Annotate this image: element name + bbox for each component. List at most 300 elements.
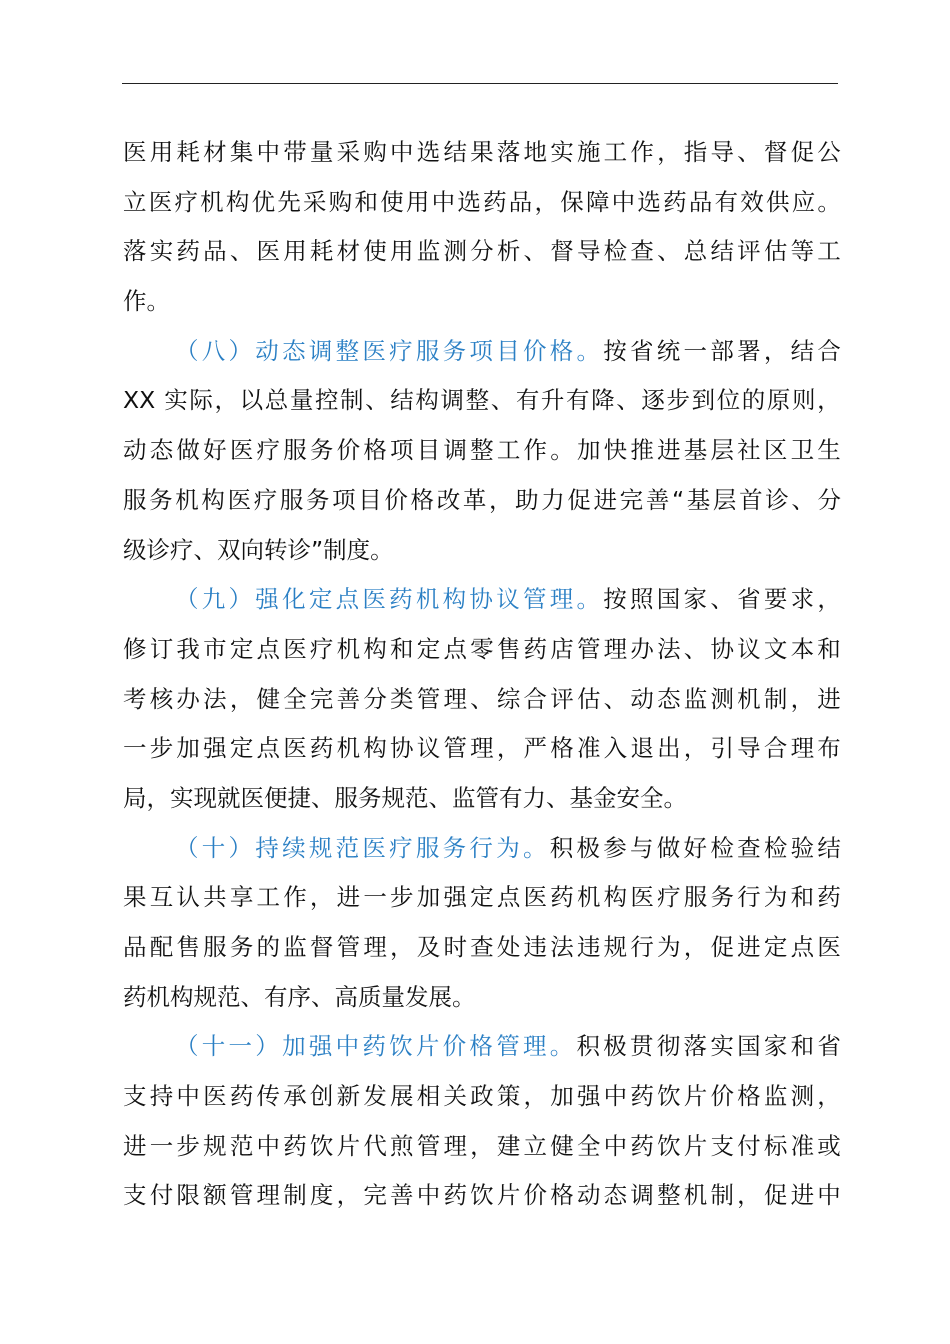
- line-char: 好: [203, 436, 227, 465]
- line-char: 整: [465, 386, 490, 415]
- line-char: 范: [229, 1131, 254, 1160]
- line-char: 规: [603, 933, 628, 961]
- text-line: [123, 526, 841, 576]
- line-char: 控: [314, 386, 339, 415]
- line-char: 用: [283, 237, 307, 266]
- line-char: 积: [576, 1032, 600, 1061]
- text-line: [123, 873, 841, 923]
- section-heading-char: （: [175, 585, 199, 614]
- line-char: 处: [496, 933, 521, 961]
- line-char: 改: [436, 485, 461, 514]
- line-char: 构: [201, 485, 225, 514]
- line-char: 态: [149, 436, 174, 465]
- line-char: 理: [603, 634, 628, 663]
- line-char: 机: [737, 684, 761, 713]
- line-char: 析: [496, 237, 521, 266]
- line-char: 定: [763, 933, 788, 961]
- line-char: 革: [462, 485, 487, 514]
- line-char: 服: [279, 485, 304, 514]
- line-char: 制: [283, 1181, 307, 1210]
- line-char: 促: [567, 485, 591, 514]
- line-char: 指: [683, 138, 708, 166]
- line-char: 药: [483, 187, 507, 216]
- line-char: 以: [239, 386, 264, 415]
- line-char: 、: [523, 237, 548, 266]
- line-char: 煎: [390, 1131, 414, 1160]
- line-char: 药: [630, 1131, 654, 1160]
- line-char: 导: [576, 237, 601, 266]
- section-heading-char: ）: [228, 336, 253, 365]
- line-char: 传: [256, 1082, 281, 1111]
- line-char: 加: [550, 1082, 574, 1111]
- line-char: 际: [189, 386, 213, 415]
- line-char: 理: [790, 734, 815, 763]
- line-char: 办: [176, 684, 200, 713]
- line-char: 查: [737, 833, 761, 862]
- line-char: ，: [657, 138, 681, 166]
- line-char: 和: [790, 1032, 815, 1061]
- line-char: 、: [229, 237, 254, 266]
- line-char: 本: [790, 634, 815, 663]
- line-char: 、: [737, 138, 761, 166]
- section-heading-char: 规: [308, 833, 333, 862]
- line-char: 善: [390, 1181, 414, 1210]
- line-char: 加: [416, 883, 441, 912]
- section-heading-char: 目: [496, 336, 520, 365]
- line-char: 药: [309, 734, 334, 763]
- line-char: 省: [737, 585, 761, 614]
- line-char: 务: [149, 485, 173, 514]
- line-char: 材: [203, 138, 227, 166]
- line-char: 考: [123, 684, 147, 713]
- line-char: 格: [550, 1181, 574, 1210]
- section-heading-char: 构: [442, 585, 467, 614]
- line-char: 到: [691, 386, 716, 415]
- line-char: 疗: [657, 883, 681, 912]
- text-line: [123, 277, 841, 327]
- line-char: 药: [663, 187, 687, 216]
- line-char: 用: [405, 187, 430, 216]
- line-char: 区: [763, 436, 788, 465]
- line-char: 作: [283, 883, 307, 912]
- line-char: 、: [683, 634, 708, 663]
- line-char: 评: [737, 237, 761, 266]
- line-char: 选: [637, 187, 661, 216]
- line-char: 购: [363, 138, 387, 166]
- line-char: 省: [817, 1032, 841, 1061]
- section-heading-char: 片: [415, 1032, 440, 1061]
- text-line: [123, 923, 841, 973]
- line-char: 、: [657, 237, 681, 266]
- line-char: 机: [336, 634, 361, 663]
- line-char: ，: [683, 933, 708, 961]
- line-char: 估: [763, 237, 788, 266]
- line-char: 的: [256, 933, 281, 961]
- section-heading-char: 医: [362, 336, 386, 365]
- section-heading-char: 动: [255, 336, 279, 365]
- section-heading-line: [123, 327, 841, 377]
- line-char: 卫: [790, 436, 815, 465]
- line-char: ，: [523, 1082, 548, 1111]
- line-char: 退: [630, 734, 654, 763]
- line-char: 度: [309, 1181, 334, 1210]
- line-char: 机: [576, 883, 601, 912]
- line-text: 级诊疗、双向转诊”制度。: [123, 535, 394, 564]
- line-char: 售: [176, 933, 200, 961]
- line-char: 量: [309, 138, 334, 166]
- text-line: [123, 625, 841, 675]
- line-char: 布: [817, 734, 841, 763]
- line-char: 点: [256, 634, 281, 663]
- section-heading-char: 九: [201, 585, 226, 614]
- line-char: 项: [390, 436, 414, 465]
- line-char: 按: [603, 585, 627, 614]
- line-char: 互: [149, 883, 174, 912]
- line-char: 构: [415, 386, 439, 415]
- line-char: 完: [363, 1181, 387, 1210]
- text-line: [123, 774, 841, 824]
- section-heading-char: 格: [469, 1032, 493, 1061]
- line-char: 理: [363, 933, 387, 961]
- line-char: 公: [817, 138, 841, 166]
- line-char: 饮: [657, 1131, 681, 1160]
- line-char: 监: [763, 1082, 788, 1111]
- line-char: 议: [416, 734, 441, 763]
- line-char: 目: [416, 436, 441, 465]
- section-heading-char: 范: [335, 833, 360, 862]
- line-char: 逐: [641, 386, 665, 415]
- line-char: 品: [203, 237, 227, 266]
- line-char: 标: [763, 1131, 788, 1160]
- line-char: 点: [790, 933, 815, 961]
- line-char: 准: [790, 1131, 815, 1160]
- line-char: 结: [443, 138, 467, 166]
- line-char: 服: [683, 883, 708, 912]
- line-char: 落: [123, 237, 147, 266]
- line-char: 督: [550, 237, 574, 266]
- line-char: 时: [443, 933, 467, 961]
- line-char: 或: [817, 1131, 841, 1160]
- line-char: 理: [470, 734, 494, 763]
- line-text: 药机构规范、有序、高质量发展。: [123, 982, 476, 1011]
- line-char: 态: [603, 1181, 628, 1210]
- line-char: 法: [657, 634, 681, 663]
- line-char: 完: [619, 485, 644, 514]
- line-char: 医: [256, 237, 281, 266]
- line-char: 国: [737, 1032, 761, 1061]
- line-char: 推: [630, 436, 654, 465]
- line-char: 善: [336, 684, 361, 713]
- line-char: 药: [630, 1082, 654, 1111]
- line-char: 市: [203, 634, 227, 663]
- line-char: 零: [470, 634, 494, 663]
- section-heading-char: 调: [308, 336, 333, 365]
- line-char: 极: [603, 1032, 627, 1061]
- line-char: 药: [817, 883, 841, 912]
- line-char: 机: [175, 485, 199, 514]
- line-char: 定: [229, 734, 254, 763]
- line-char: 修: [123, 634, 147, 663]
- line-char: 供: [765, 187, 790, 216]
- line-char: 药: [550, 883, 574, 912]
- line-char: 价: [710, 1082, 734, 1111]
- line-char: 我: [176, 634, 200, 663]
- section-heading-char: 机: [415, 585, 440, 614]
- line-char: 医: [123, 138, 147, 166]
- line-text: 局，实现就医便捷、服务规范、监管有力、基金安全。: [123, 783, 687, 812]
- line-char: 格: [410, 485, 435, 514]
- section-heading-char: 协: [469, 585, 493, 614]
- line-char: 限: [176, 1181, 200, 1210]
- line-char: 促: [710, 933, 734, 961]
- line-char: 机: [200, 187, 224, 216]
- line-char: 督: [309, 933, 334, 961]
- line-char: 建: [496, 1131, 521, 1160]
- line-char: 带: [283, 138, 307, 166]
- line-char: 位: [716, 386, 741, 415]
- section-heading-line: [123, 1022, 841, 1072]
- line-char: 办: [630, 634, 654, 663]
- section-heading-char: 管: [522, 585, 547, 614]
- line-char: 政: [470, 1082, 494, 1111]
- line-char: 法: [550, 933, 574, 961]
- text-line: [123, 426, 841, 476]
- line-char: 促: [790, 138, 815, 166]
- line-char: 中: [817, 1181, 841, 1210]
- line-char: 机: [683, 1181, 708, 1210]
- line-char: 核: [149, 684, 174, 713]
- line-char: 付: [149, 1181, 174, 1210]
- section-heading-char: 医: [362, 833, 386, 862]
- line-char: 中: [256, 1131, 281, 1160]
- line-char: 进: [657, 436, 681, 465]
- line-char: 合: [523, 684, 548, 713]
- line-char: 入: [603, 734, 628, 763]
- line-char: 应: [791, 187, 816, 216]
- line-char: 立: [523, 1131, 548, 1160]
- line-char: 新: [336, 1082, 361, 1111]
- line-char: 结: [790, 336, 815, 365]
- line-char: 积: [549, 833, 574, 862]
- line-char: 医: [817, 933, 841, 961]
- section-heading-char: 价: [522, 336, 547, 365]
- line-char: 支: [123, 1181, 147, 1210]
- line-char: ，: [488, 485, 513, 514]
- line-char: 有: [714, 187, 739, 216]
- line-char: 促: [763, 1181, 788, 1210]
- line-char: 保: [560, 187, 584, 216]
- body-text: [123, 128, 841, 1221]
- line-char: 分: [363, 684, 387, 713]
- line-char: 实: [550, 138, 574, 166]
- line-char: ，: [737, 1181, 761, 1210]
- line-char: 点: [496, 883, 521, 912]
- line-char: 、: [470, 684, 494, 713]
- section-heading-char: 一: [228, 1032, 253, 1061]
- line-char: 及: [416, 933, 441, 961]
- line-char: 整: [657, 1181, 681, 1210]
- line-char: 立: [123, 187, 147, 216]
- line-char: 配: [149, 933, 174, 961]
- line-char: 为: [763, 883, 788, 912]
- line-char: 降: [591, 386, 615, 415]
- line-char: 省: [630, 336, 654, 365]
- section-heading-char: 强: [308, 1032, 333, 1061]
- line-char: 为: [657, 933, 681, 961]
- line-char: 好: [683, 833, 708, 862]
- line-char: 格: [550, 734, 574, 763]
- line-char: 果: [123, 883, 147, 912]
- line-char: 支: [123, 1082, 147, 1111]
- line-char: 服: [283, 436, 307, 465]
- line-char: 订: [149, 634, 174, 663]
- line-char: 施: [576, 138, 601, 166]
- line-char: 合: [763, 734, 788, 763]
- line-char: 强: [443, 883, 467, 912]
- line-char: 和: [817, 634, 841, 663]
- line-char: 饮: [309, 1131, 334, 1160]
- line-char: 中: [390, 138, 414, 166]
- line-char: 出: [657, 734, 681, 763]
- line-char: 务: [229, 933, 254, 961]
- section-heading-char: 整: [335, 336, 360, 365]
- line-char: 进: [817, 684, 841, 713]
- section-heading-line: [123, 575, 841, 625]
- line-char: 总: [264, 386, 289, 415]
- section-heading-char: 饮: [389, 1032, 413, 1061]
- line-char: 求: [790, 585, 815, 614]
- line-char: 测: [443, 237, 467, 266]
- section-heading-char: 续: [282, 833, 306, 862]
- line-char: 选: [416, 138, 441, 166]
- line-char: 购: [328, 187, 353, 216]
- line-char: 定: [470, 883, 494, 912]
- section-heading-char: 行: [469, 833, 493, 862]
- line-char: 估: [576, 684, 601, 713]
- line-char: 医: [630, 883, 654, 912]
- line-char: ，: [534, 187, 558, 216]
- line-char: 医: [227, 485, 252, 514]
- line-char: 用: [149, 138, 174, 166]
- line-char: 品: [123, 933, 147, 961]
- text-line: [123, 227, 841, 277]
- section-heading-line: [123, 824, 841, 874]
- text-line: [123, 973, 841, 1023]
- line-char: 、: [490, 386, 515, 415]
- line-char: 调: [443, 436, 467, 465]
- line-char: 测: [790, 1082, 815, 1111]
- line-char: 基: [683, 436, 708, 465]
- line-char: 引: [710, 734, 734, 763]
- line-char: 检: [763, 833, 788, 862]
- line-char: 议: [737, 634, 761, 663]
- line-char: 医: [229, 436, 254, 465]
- line-char: 首: [739, 485, 763, 514]
- line-char: 分: [470, 237, 494, 266]
- line-char: 调: [440, 386, 464, 415]
- section-heading-char: 。: [522, 833, 547, 862]
- line-char: 检: [710, 833, 734, 862]
- line-char: 层: [712, 485, 737, 514]
- section-heading-char: 疗: [389, 833, 413, 862]
- section-heading-char: 加: [282, 1032, 306, 1061]
- line-char: 社: [737, 436, 761, 465]
- line-char: 强: [203, 734, 227, 763]
- line-char: 准: [576, 734, 601, 763]
- line-char: 集: [229, 138, 254, 166]
- line-char: 管: [416, 684, 441, 713]
- line-char: 署: [737, 336, 761, 365]
- line-char: 结: [817, 833, 841, 862]
- line-char: 管: [443, 734, 467, 763]
- line-char: “: [671, 485, 685, 514]
- line-char: 法: [203, 684, 227, 713]
- line-char: 步: [176, 1131, 200, 1160]
- section-heading-char: 医: [362, 585, 386, 614]
- line-char: 共: [203, 883, 227, 912]
- section-heading-char: 管: [496, 1032, 520, 1061]
- line-char: 健: [256, 684, 281, 713]
- line-char: 片: [496, 1181, 521, 1210]
- line-char: 价: [336, 436, 361, 465]
- line-char: 中: [611, 187, 636, 216]
- line-char: 中: [431, 187, 456, 216]
- section-heading-char: 八: [201, 336, 226, 365]
- line-char: 监: [683, 684, 708, 713]
- line-char: 进: [790, 1181, 815, 1210]
- section-heading-char: ）: [228, 585, 253, 614]
- line-char: 照: [630, 585, 654, 614]
- section-heading-char: （: [175, 1032, 199, 1061]
- line-char: ，: [214, 386, 238, 415]
- line-char: 使: [380, 187, 404, 216]
- line-char: 、: [791, 485, 815, 514]
- line-char: 验: [790, 833, 815, 862]
- line-text: 作。: [123, 287, 170, 316]
- line-char: 医: [203, 1082, 227, 1111]
- line-char: 医: [523, 883, 548, 912]
- line-char: 有: [515, 386, 540, 415]
- line-char: 务: [309, 436, 334, 465]
- line-char: 工: [496, 436, 521, 465]
- section-heading-char: 务: [442, 833, 467, 862]
- line-char: 行: [630, 933, 654, 961]
- line-char: 。: [817, 187, 841, 216]
- line-char: 售: [496, 634, 521, 663]
- line-char: 承: [283, 1082, 307, 1111]
- section-heading-char: 中: [335, 1032, 360, 1061]
- line-char: 实: [164, 386, 188, 415]
- section-heading-char: 理: [522, 1032, 547, 1061]
- line-char: 付: [737, 1131, 761, 1160]
- text-line: [123, 1171, 841, 1221]
- line-char: 理: [256, 1181, 281, 1210]
- line-char: 统: [656, 336, 681, 365]
- line-char: 持: [149, 1082, 174, 1111]
- line-char: 、: [710, 585, 734, 614]
- section-heading-char: 定: [308, 585, 333, 614]
- line-char: 中: [256, 138, 281, 166]
- line-char: 与: [630, 833, 654, 862]
- line-char: 相: [416, 1082, 441, 1111]
- line-char: ，: [496, 734, 521, 763]
- line-char: 按: [603, 336, 627, 365]
- text-line: [123, 1072, 841, 1122]
- line-char: 进: [737, 933, 761, 961]
- line-char: ，: [817, 1082, 841, 1111]
- text-line: [123, 376, 841, 426]
- line-char: 实: [710, 1032, 734, 1061]
